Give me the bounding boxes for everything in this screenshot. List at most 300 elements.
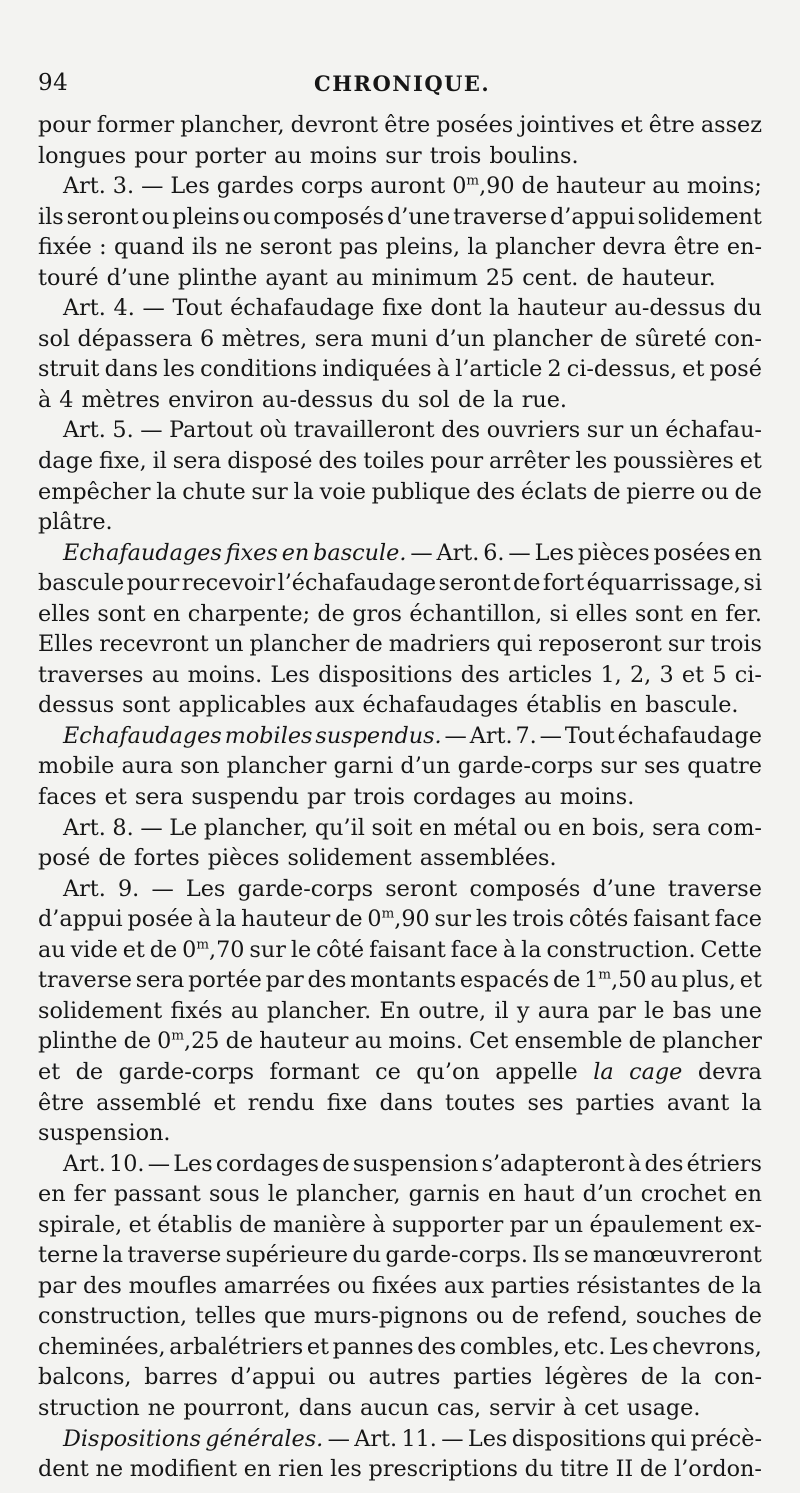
word: faisant (633, 906, 710, 933)
text-line (38, 1210, 762, 1241)
word: échafaudages (362, 692, 519, 719)
text-line (38, 1362, 762, 1393)
word: il (494, 997, 509, 1024)
text-line (38, 904, 762, 935)
word: de (599, 325, 628, 352)
word: garde-corps (457, 753, 594, 780)
word: fer (73, 1181, 106, 1208)
word: plancher, (203, 814, 309, 841)
word: y (516, 997, 530, 1024)
word: de (149, 936, 178, 963)
word: étriers (686, 1150, 762, 1177)
word: d’appui (38, 906, 123, 933)
word: en (152, 600, 181, 627)
word: Cette (700, 936, 762, 963)
word: ses (527, 1089, 564, 1116)
word: — (151, 875, 174, 902)
word: et (739, 967, 762, 994)
word: ayant (265, 264, 328, 291)
word: 5 (712, 661, 727, 688)
running-head: CHRONIQUE. (314, 71, 491, 96)
word: en (690, 600, 718, 627)
text-line (38, 538, 762, 569)
word: épaulement (589, 1211, 723, 1238)
word: cage (629, 1058, 683, 1085)
word: ou (523, 814, 552, 841)
text-line (38, 415, 762, 446)
word: rendu (247, 1089, 315, 1116)
word: être (38, 1089, 85, 1116)
word: Art. (354, 1425, 398, 1452)
word: parties (490, 1272, 570, 1299)
word: traverse (667, 875, 762, 902)
word: devra (697, 1058, 762, 1085)
word: en (734, 539, 762, 566)
word: titre (560, 1456, 609, 1483)
word: pleins, (385, 234, 461, 261)
word: Les (534, 539, 575, 566)
word: pleins (172, 203, 240, 230)
word: la (215, 906, 237, 933)
word: la (593, 1058, 614, 1085)
superscript-m: m (196, 937, 210, 953)
word: générales. (205, 1425, 324, 1452)
text-line (38, 293, 762, 324)
word: échafaudage (617, 722, 762, 749)
word: garde-corps (118, 1058, 255, 1085)
word: de (639, 1456, 668, 1483)
word: gros (352, 600, 402, 627)
word: Art. (469, 722, 513, 749)
word: : (99, 234, 107, 261)
word: que (263, 1303, 306, 1330)
word: moins. (388, 1028, 463, 1055)
word: plancher (495, 234, 595, 261)
word: touré (38, 264, 99, 291)
word: conditions (200, 356, 318, 383)
word: d’une (106, 264, 170, 291)
word: applicables (178, 692, 307, 719)
word: les (163, 356, 195, 383)
word: trois (429, 142, 482, 169)
word: à (436, 356, 451, 383)
word: être (673, 234, 720, 261)
text-line (38, 141, 762, 172)
word: de (511, 1303, 540, 1330)
word: sur (586, 417, 624, 444)
word: Les (467, 1425, 508, 1452)
word: ensemble (514, 1028, 623, 1055)
word: vide (70, 936, 118, 963)
word: elles (575, 600, 628, 627)
word: — (539, 722, 562, 749)
word: en- (726, 234, 762, 261)
word: au (650, 967, 678, 994)
word: au (335, 264, 364, 291)
word: sont (97, 600, 146, 627)
word: être (648, 112, 695, 138)
superscript-m: m (598, 967, 612, 983)
word: moufles (128, 1272, 218, 1299)
word: l’article (455, 356, 543, 383)
word: la (489, 295, 510, 322)
word: cordages (413, 784, 517, 811)
word: métal (453, 814, 517, 841)
word: sur (600, 753, 637, 780)
word: etc. (563, 1333, 606, 1360)
word: pour (134, 142, 187, 169)
word: fixées (371, 1272, 438, 1299)
word: traverse (453, 203, 548, 230)
word: d’un (435, 325, 486, 352)
word: gardes (216, 173, 294, 200)
word: souches (635, 1303, 727, 1330)
word: prescriptions (368, 1456, 518, 1483)
text-line (38, 1271, 762, 1302)
word: plinthe (38, 1028, 118, 1055)
word: de (553, 967, 581, 994)
word: des (82, 1272, 122, 1299)
word: posée (127, 906, 194, 933)
word: — (410, 539, 433, 566)
word: et (306, 1333, 329, 1360)
word: mobiles (224, 722, 313, 749)
word: Le (169, 814, 198, 841)
word: le (267, 1181, 289, 1208)
word: en (487, 1181, 516, 1208)
word: cordages (215, 1150, 319, 1177)
word: si (743, 570, 762, 597)
word: fixés (170, 997, 223, 1024)
superscript-m: m (381, 906, 395, 922)
word: posées (653, 539, 731, 566)
word: en (419, 814, 447, 841)
word: dispositions (318, 661, 453, 688)
word: ou (141, 203, 170, 230)
word: plancher. (266, 997, 372, 1024)
word: du (524, 1456, 554, 1483)
word: Art. (436, 539, 480, 566)
word: amarrées (223, 1272, 331, 1299)
word: si (549, 600, 569, 627)
word: de (355, 631, 383, 658)
word: rue. (521, 386, 568, 413)
word: la (102, 1242, 124, 1269)
word: des (476, 478, 516, 505)
word: mètres (81, 386, 161, 413)
word: Cet (469, 1028, 509, 1055)
text-line (38, 1179, 762, 1210)
word: refend, (546, 1303, 629, 1330)
word: 7. (515, 722, 537, 749)
word: arrêter (489, 448, 570, 475)
word: aux (443, 1272, 485, 1299)
word: plancher, (180, 112, 285, 138)
word: Les (173, 1150, 213, 1177)
word: en (38, 1181, 66, 1208)
word: à (197, 906, 212, 933)
text-line (38, 1057, 762, 1088)
word: traverses (38, 661, 144, 688)
word: du (381, 386, 410, 413)
word: des (417, 1333, 457, 1360)
word: le (644, 997, 665, 1024)
word: résistantes (576, 1272, 701, 1299)
word: sera (135, 967, 185, 994)
word: dans (104, 356, 159, 383)
word: au (38, 936, 66, 963)
word: espacés (459, 967, 550, 994)
word: Les (170, 173, 210, 200)
text-line (38, 813, 762, 844)
word: échafau- (665, 417, 762, 444)
word: sur (385, 142, 422, 169)
word: de (513, 570, 541, 597)
word: bascule. (645, 692, 739, 719)
word: com- (707, 814, 762, 841)
word: de (521, 173, 550, 200)
word: de (707, 1272, 735, 1299)
word: II (615, 1456, 634, 1483)
word: plancher, (296, 1181, 401, 1208)
superscript-m: m (466, 173, 480, 189)
word: devra (602, 234, 667, 261)
word: il (152, 448, 167, 475)
word: ouvriers (486, 417, 581, 444)
word: 3 (659, 661, 674, 688)
word: traverse (38, 967, 132, 994)
word: con- (714, 325, 762, 352)
word: dessus (38, 692, 115, 719)
text-line (38, 232, 762, 263)
word: devront (290, 112, 379, 138)
word: un (214, 631, 244, 658)
word: de (123, 1028, 152, 1055)
word: — (441, 1425, 464, 1452)
word: sol (38, 325, 70, 352)
text-line (38, 751, 762, 782)
word: et (682, 356, 705, 383)
text-line (38, 874, 762, 905)
word: Art. (63, 814, 106, 841)
word: 0$^m$,90 (367, 906, 430, 933)
word: muni (370, 325, 428, 352)
word: ci-dessus, (566, 356, 678, 383)
text-line (38, 202, 762, 233)
word: un (554, 1211, 584, 1238)
text-line (38, 782, 762, 813)
word: passant (113, 1181, 201, 1208)
word: faisant (369, 936, 446, 963)
word: du (352, 1242, 382, 1269)
word: d’un (582, 1181, 633, 1208)
word: avant (666, 1089, 730, 1116)
word: Tout (172, 295, 223, 322)
word: sur (251, 478, 288, 505)
word: d’une (387, 203, 451, 230)
word: aucun (359, 1394, 429, 1421)
word: — (140, 417, 163, 444)
word: face (450, 936, 498, 963)
word: Les (185, 875, 226, 902)
text-line (38, 660, 762, 691)
word: sur (434, 906, 472, 933)
word: sûreté (634, 325, 707, 352)
word: moins. (559, 784, 635, 811)
word: Echafaudages (63, 722, 222, 749)
word: de (317, 600, 345, 627)
word: être (384, 112, 431, 138)
word: de (593, 478, 621, 505)
word: plancher (492, 325, 593, 352)
word: solidement (287, 845, 412, 872)
text-line (38, 1088, 762, 1119)
word: chevrons, (652, 1333, 762, 1360)
word: au (151, 661, 180, 688)
word: au (354, 1028, 383, 1055)
word: ou (475, 1303, 504, 1330)
word: aux (314, 692, 355, 719)
word: 10. (109, 1150, 145, 1177)
word: la (521, 936, 542, 963)
text-line (38, 385, 762, 416)
word: plancher (226, 753, 327, 780)
text-line (38, 1149, 762, 1180)
word: seront (385, 875, 458, 902)
word: fixe (382, 295, 423, 322)
word: suspendus. (315, 722, 442, 749)
word: Echafaudages (63, 539, 222, 566)
word: de (628, 1028, 657, 1055)
word: de (239, 1211, 267, 1238)
word: ex- (728, 1211, 762, 1238)
word: toiles (363, 448, 425, 475)
word: dispositions (511, 1425, 647, 1452)
word: côté (316, 936, 365, 963)
word: son (180, 753, 220, 780)
text-line (38, 1424, 762, 1455)
word: bascule. (313, 539, 407, 566)
word: garde-corps (237, 875, 374, 902)
word: outre, (418, 997, 487, 1024)
word: pièces (207, 845, 280, 872)
body-text (38, 110, 762, 1485)
word: 6. (483, 539, 505, 566)
word: de (322, 1150, 350, 1177)
word: voie (319, 478, 366, 505)
word: et (681, 661, 705, 688)
word: fixes (225, 539, 278, 566)
word: — (142, 295, 165, 322)
word: sur (249, 936, 286, 963)
word: et (104, 784, 127, 811)
word: hauteur (259, 1028, 349, 1055)
word: solidement (38, 997, 163, 1024)
word: hauteur. (621, 264, 716, 291)
word: posé (38, 845, 91, 872)
word: une (720, 997, 762, 1024)
word: 11. (401, 1425, 437, 1452)
word: par (265, 967, 304, 994)
word: des (644, 1150, 684, 1177)
word: manœuvreront (592, 1242, 762, 1269)
word: de (640, 1364, 669, 1391)
word: où (259, 417, 288, 444)
text-line (38, 1026, 762, 1057)
text-line (38, 599, 762, 630)
word: reposeront (538, 631, 662, 658)
word: la (293, 478, 314, 505)
word: l’échafaudage (277, 570, 437, 597)
word: la (680, 1364, 702, 1391)
text-line (38, 568, 762, 599)
word: faces (38, 784, 97, 811)
word: formant (269, 1058, 360, 1085)
word: échafaudage (230, 295, 375, 322)
word: hauteur (517, 295, 607, 322)
word: et (38, 1058, 61, 1085)
word: Art. (63, 173, 106, 200)
word: manière (272, 1211, 366, 1238)
word: sera (314, 325, 364, 352)
word: trois (353, 784, 405, 811)
superscript-m: m (171, 1028, 185, 1044)
word: — (327, 1425, 350, 1452)
word: rien (278, 1456, 324, 1483)
word: assez (700, 112, 762, 138)
word: garnis (408, 1181, 480, 1208)
word: la (741, 1272, 762, 1299)
word: qui (650, 1425, 687, 1452)
word: supporter (392, 1211, 504, 1238)
word: madriers (388, 631, 491, 658)
word: au (230, 997, 259, 1024)
word: à (372, 1211, 386, 1238)
word: Art. (63, 417, 106, 444)
word: solidement (637, 203, 762, 230)
word: haut (523, 1181, 575, 1208)
word: assemblé (96, 1089, 202, 1116)
word: pour (126, 570, 180, 597)
word: pannes (332, 1333, 414, 1360)
word: équarrissage, (586, 570, 741, 597)
word: précè- (690, 1425, 762, 1452)
word: 9. (117, 875, 140, 902)
word: et (122, 936, 145, 963)
word: de (98, 845, 126, 872)
word: balcons, (38, 1364, 132, 1391)
word: pourront, (183, 1394, 291, 1421)
word: publique (371, 478, 471, 505)
word: autres (368, 1364, 441, 1391)
text-line (38, 354, 762, 385)
word: toutes (445, 1089, 516, 1116)
word: struction (38, 1394, 140, 1421)
word: et (213, 1089, 236, 1116)
word: 0$^m$,70 (182, 936, 245, 963)
word: établis (526, 692, 602, 719)
word: mètres, (221, 325, 308, 352)
word: boulins. (489, 142, 579, 169)
word: dans (379, 1089, 433, 1116)
word: qui (496, 631, 533, 658)
word: à (562, 1394, 577, 1421)
text-line (38, 1332, 762, 1363)
word: au-dessus (261, 386, 374, 413)
word: chute (182, 478, 246, 505)
word: cent. (522, 264, 579, 291)
word: ils (38, 203, 64, 230)
